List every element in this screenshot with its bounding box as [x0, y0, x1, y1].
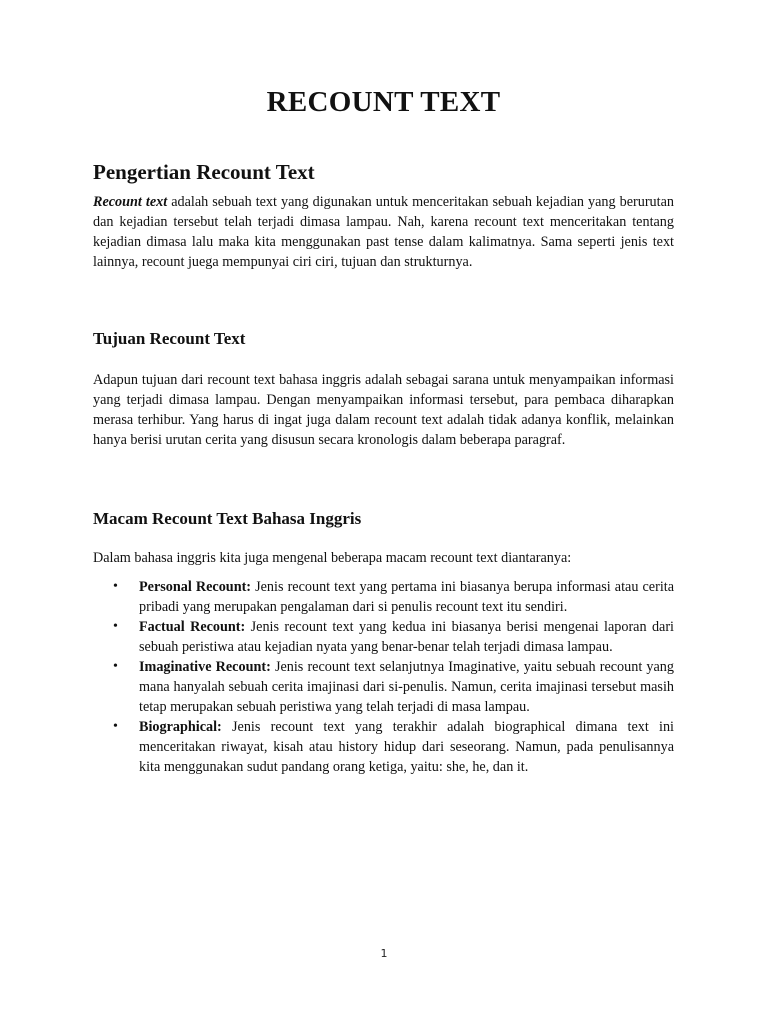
list-item-text: Jenis recount text yang terakhir adalah biographical dimana text ini menceritakan riwayat, kisah atau history hidup dari seseorang. Namun, pada penulisannya kita menggunakan sudut pandang orang ketiga, yaitu: she, he, dan it.	[139, 719, 674, 775]
list-item-text: Jenis recount text yang kedua ini biasanya berisi mengenai laporan dari sebuah peristiwa atau kejadian nyata yang benar-benar telah terjadi dimasa lampau.	[139, 619, 675, 655]
section-heading-pengertian: Pengertian Recount Text	[93, 160, 315, 184]
list-item-text: Jenis recount text selanjutnya Imaginative, yaitu sebuah recount yang mana hanyalah sebuah cerita imajinasi dari si-penulis. Namun, cerita imajinasi tersebut masih tetap merupakan sebuah peristiwa yang telah terjadi di masa lampau.	[139, 659, 674, 715]
section-intro-macam: Dalam bahasa inggris kita juga mengenal beberapa macam recount text diantaranya:	[93, 550, 572, 566]
section-paragraph-tujuan: Adapun tujuan dari recount text bahasa inggris adalah sebagai sarana untuk menyampaikan informasi yang terjadi dimasa lampau. Dengan menyampaikan informasi tersebut, para pembaca diharapkan merasa terhibur. Yang harus di ingat juga dalam recount text adalah tidak adanya konflik, melainkan hanya berisi urutan cerita yang disusun secara kronologis dalam beberapa paragraf.	[93, 372, 674, 448]
section-heading-tujuan: Tujuan Recount Text	[93, 329, 246, 348]
section-paragraph-pengertian	[93, 192, 674, 272]
list-item-term: Imaginative Recount:	[139, 659, 271, 675]
list-item-term: Factual Recount:	[139, 619, 246, 635]
document-title: RECOUNT TEXT	[266, 86, 501, 118]
list-item-term: Personal Recount:	[139, 579, 252, 595]
list-item-term: Biographical:	[139, 719, 222, 735]
bullet-icon: •	[113, 719, 118, 734]
bullet-icon: •	[113, 659, 118, 674]
recount-types-list	[93, 577, 674, 777]
list-item	[93, 717, 674, 777]
bullet-icon: •	[113, 579, 118, 594]
page-number: 1	[380, 947, 388, 960]
section-heading-macam: Macam Recount Text Bahasa Inggris	[93, 509, 362, 528]
list-item	[93, 577, 674, 617]
list-item	[93, 657, 674, 717]
paragraph-text: adalah sebuah text yang digunakan untuk menceritakan sebuah kejadian yang berurutan dan kejadian tersebut telah terjadi dimasa lampau. Nah, karena recount text menceritakan tentang kejadian dimasa lalu maka kita menggunakan past tense dalam kalimatnya. Sama seperti jenis text lainnya, recount juega mempunyai ciri ciri, tujuan dan strukturnya.	[93, 194, 674, 270]
lead-term: Recount text	[93, 194, 168, 210]
list-item-text: Jenis recount text yang pertama ini biasanya berupa informasi atau cerita pribadi yang merupakan pengalaman dari si penulis recount text itu sendiri.	[139, 579, 675, 615]
bullet-icon: •	[113, 619, 118, 634]
list-item	[93, 617, 674, 657]
